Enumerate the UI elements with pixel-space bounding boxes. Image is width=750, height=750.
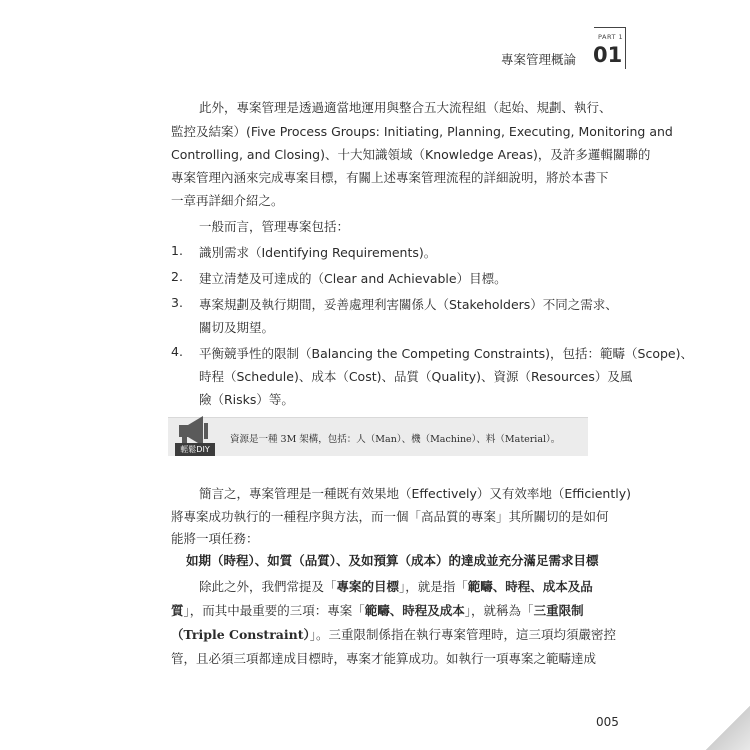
- paragraph-line: 能將一項任務：: [171, 531, 259, 546]
- part-label: PART 1: [598, 33, 624, 41]
- paragraph-line: [199, 577, 593, 595]
- paragraph-line: 將專案成功執行的一種程序與方法，而一個「高品質的專案」其所關切的是如何: [171, 509, 609, 524]
- note-tag: 輕鬆DIY: [175, 443, 215, 456]
- paragraph-line: 一章再詳細介紹之。: [171, 193, 284, 208]
- list-item-number: 1.: [171, 243, 183, 258]
- text-run: 」，而其中最重要的三項：專案「: [183, 603, 365, 618]
- list-item-text: 專案規劃及執行期間，妥善處理利害關係人（Stakeholders）不同之需求、: [199, 297, 618, 312]
- paragraph-line: 監控及結案）(Five Process Groups: Initiating, Planning, Executing, Monitoring and: [171, 124, 673, 139]
- page-number: 005: [596, 715, 619, 729]
- list-item-text: 識別需求（Identifying Requirements)。: [199, 245, 437, 260]
- paragraph-line: [171, 625, 616, 643]
- chapter-number: 01: [593, 43, 623, 67]
- text-run: 」，就稱為「: [464, 603, 534, 618]
- emphasis-statement: 如期（時程）、如質（品質）、及如預算（成本）的達成並充分滿足需求目標: [186, 553, 599, 568]
- list-item-text: 關切及期望。: [199, 320, 275, 335]
- emphasis-text: 專案的目標: [336, 579, 400, 594]
- intro-line: 一般而言，管理專案包括：: [199, 219, 350, 234]
- list-item-number: 3.: [171, 295, 183, 310]
- emphasis-text: 範疇、時程、成本及品: [467, 579, 593, 594]
- text-run: 」。三重限制係指在執行專案管理時，這三項均須嚴密控: [309, 627, 617, 642]
- paragraph-line: 簡言之，專案管理是一種既有效果地（Effectively）又有效率地（Efficiently): [199, 486, 631, 501]
- note-text: 資源是一種 3M 架構，包括：人（Man）、機（Machine）、料（Material）。: [230, 434, 561, 445]
- list-item-text: 時程（Schedule)、成本（Cost)、品質（Quality)、資源（Resources）及風: [199, 369, 633, 384]
- emphasis-text: 質: [171, 603, 184, 618]
- page-corner-decoration: [706, 706, 750, 750]
- emphasis-text: （Triple Constraint）: [171, 627, 310, 642]
- paragraph-line: 專案管理內涵來完成專案目標，有關上述專案管理流程的詳細說明，將於本書下: [171, 170, 609, 185]
- text-run: 除此之外，我們常提及「: [199, 579, 337, 594]
- emphasis-text: 三重限制: [533, 603, 584, 618]
- paragraph-line: 此外，專案管理是透過適當地運用與整合五大流程組（起始、規劃、執行、: [199, 100, 612, 115]
- text-run: 」，就是指「: [399, 579, 468, 594]
- list-item-text: 險（Risks）等。: [199, 392, 294, 407]
- paragraph-line: Controlling, and Closing)、十大知識領域（Knowledge Areas)，及許多邏輯關聯的: [171, 147, 651, 162]
- paragraph-line: 管，且必須三項都達成目標時，專案才能算成功。如執行一項專案之範疇達成: [171, 651, 597, 666]
- emphasis-text: 範疇、時程及成本: [364, 603, 465, 618]
- paragraph-line: [171, 601, 584, 619]
- list-item-number: 4.: [171, 344, 183, 359]
- chapter-title: 專案管理概論: [501, 52, 577, 67]
- list-item-text: 平衡競爭性的限制（Balancing the Competing Constraints)，包括：範疇（Scope)、: [199, 346, 693, 361]
- list-item-text: 建立清楚及可達成的（Clear and Achievable）目標。: [199, 271, 507, 286]
- list-item-number: 2.: [171, 269, 183, 284]
